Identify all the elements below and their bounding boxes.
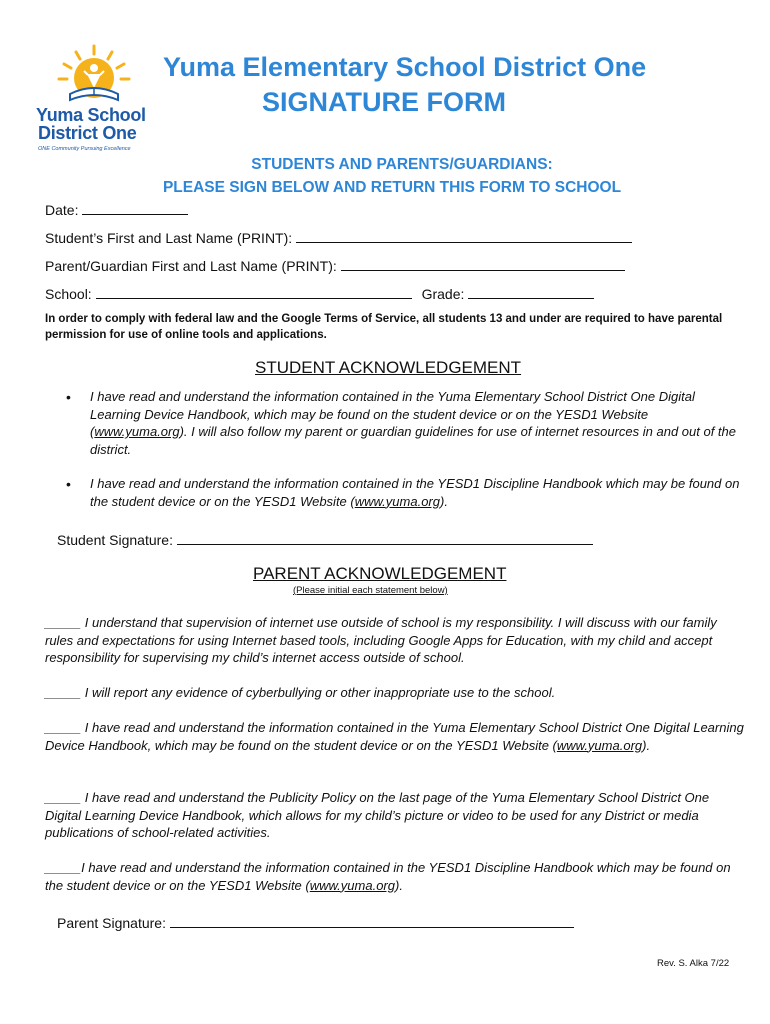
student-name-line[interactable] [296, 228, 632, 243]
student-name-label: Student’s First and Last Name (PRINT): [45, 230, 293, 246]
parent-signature-label: Parent Signature: [57, 915, 166, 931]
school-grade-field [45, 284, 594, 303]
parent-ack-instruction: (Please initial each statement below) [293, 585, 448, 596]
student-ack-item-2 [90, 475, 742, 510]
yuma-website-link[interactable]: www.yuma.org [556, 737, 643, 753]
parent-ack-item-3 [45, 719, 745, 754]
student-ack-item-2-text: I have read and understand the information contained in the YESD1 Discipline Handbook which may be found on the student device or on the YESD1 Website ( [90, 476, 740, 509]
sun-reader-icon [54, 44, 134, 106]
parent-ack-item-2: _____ I will report any evidence of cyberbullying or other inappropriate use to the school. [45, 685, 556, 700]
bullet-1: • [66, 389, 71, 405]
parent-ack-heading: PARENT ACKNOWLEDGEMENT [253, 564, 507, 583]
student-ack-heading: STUDENT ACKNOWLEDGEMENT [255, 358, 522, 377]
date-line[interactable] [82, 200, 188, 215]
yuma-website-link[interactable]: www.yuma.org [309, 877, 395, 893]
student-ack-item-1-text-end: ). I will also follow my parent or guardian guidelines for use of internet resources in and out of the district. [90, 424, 737, 457]
grade-line[interactable] [468, 284, 594, 299]
subtitle-audience: STUDENTS AND PARENTS/GUARDIANS: [251, 156, 553, 173]
district-logo [34, 44, 158, 156]
yuma-website-link[interactable]: www.yuma.org [94, 424, 180, 439]
date-field [45, 200, 188, 219]
parent-ack-item-4: _____ I have read and understand the Publicity Policy on the last page of the Yuma Elementary School District One Digital Learning Device Handbook, which allows for my child’s picture or video to be used for any District or media publications of school-related activities. [45, 790, 710, 840]
student-ack-item-1-text: I have read and understand the information contained in the Yuma Elementary School District One Digital Learning Device Handbook, which may be found on the student device or on the YESD1 Website ( [90, 389, 695, 439]
yuma-website-link[interactable]: www.yuma.org [354, 493, 440, 509]
student-signature-line[interactable] [177, 530, 593, 545]
logo-text-line2: District One [38, 123, 137, 143]
parent-ack-item-5-text: _____I have read and understand the information contained in the YESD1 Discipline Handbook which may be found on the student device or on the YESD1 Website ( [45, 860, 731, 893]
federal-law-notice: In order to comply with federal law and the Google Terms of Service, all students 13 and under are required to have parental permission for use of online tools and applications. [45, 313, 723, 341]
date-label: Date: [45, 202, 79, 218]
student-ack-item-1 [90, 388, 742, 458]
grade-label: Grade: [421, 286, 465, 302]
logo-text-line1: Yuma School [36, 105, 146, 125]
parent-signature-field [57, 913, 574, 932]
student-ack-item-2-text-end: ). [439, 493, 448, 509]
parent-signature-line[interactable] [170, 913, 574, 928]
student-signature-label: Student Signature: [57, 532, 173, 548]
parent-ack-item-3-text-end: ). [642, 737, 651, 753]
bullet-2: • [66, 476, 71, 492]
form-title: SIGNATURE FORM [262, 87, 506, 117]
student-signature-field [57, 530, 593, 549]
parent-ack-item-5 [45, 859, 745, 894]
revision-note: Rev. S. Alka 7/22 [657, 958, 730, 969]
parent-name-line[interactable] [341, 256, 625, 271]
parent-name-field [45, 256, 625, 275]
student-name-field [45, 228, 632, 247]
parent-ack-item-1: _____ I understand that supervision of internet use outside of school is my responsibility. I will discuss with our family rules and expectations for using Internet based tools, including Google Apps for Education, with my child and accept responsibility for supervising my child’s internet access outside of school. [45, 615, 717, 665]
subtitle-instruction: PLEASE SIGN BELOW AND RETURN THIS FORM TO SCHOOL [162, 179, 622, 196]
parent-ack-item-3-text: _____ I have read and understand the information contained in the Yuma Elementary School District One Digital Learning Device Handbook, which may be found on the student device or on the YESD1 Website ( [45, 720, 744, 753]
logo-tagline: ONE Community Pursuing Excellence [38, 146, 131, 152]
school-line[interactable] [96, 284, 412, 299]
parent-name-label: Parent/Guardian First and Last Name (PRINT): [45, 258, 337, 274]
parent-ack-item-5-text-end: ). [394, 877, 403, 893]
school-label: School: [45, 286, 92, 302]
page-title: Yuma Elementary School District One [163, 52, 647, 82]
